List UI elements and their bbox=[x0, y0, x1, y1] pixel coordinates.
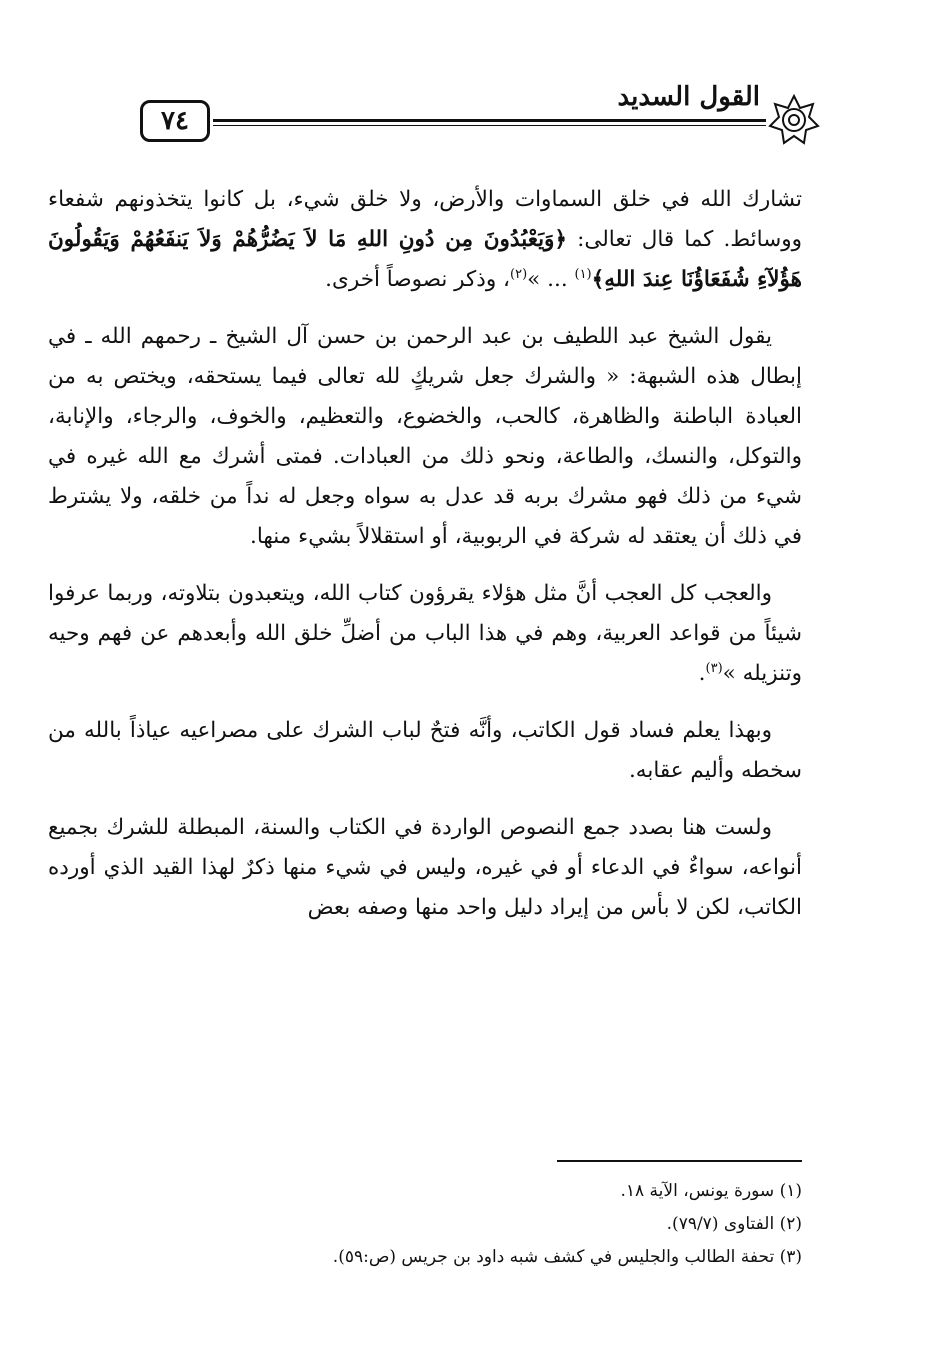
quran-verse: ﴿وَيَعْبُدُونَ مِن دُونِ اللهِ مَا لاَ يَضُرُّهُمْ وَلاَ يَنفَعُهُمْ وَيَقُولُونَ هَؤُلآءِ شُفَعَاؤُنَا عِندَ اللهِ﴾ bbox=[48, 227, 802, 292]
footnote-2: (٢) الفتاوى (٧٩/٧). bbox=[666, 1214, 802, 1234]
paragraph-3-end: . bbox=[698, 661, 706, 686]
paragraph-2: يقول الشيخ عبد اللطيف بن عبد الرحمن بن حسن آل الشيخ ـ رحمهم الله ـ في إبطال هذه الشبهة: « والشرك جعل شريكٍ لله تعالى فيما يستحقه، ويختص به من العبادة الباطنة والظاهرة، كالحب، والخضوع، والتعظيم، والخوف، والرجاء، والإنابة، والتوكل، والنسك، والطاعة، ونحو ذلك من العبادات. فمتى أشرك مع الله غيره في شيء من ذلك فهو مشرك بربه قد عدل به سواه وجعل له نداً من خلقه، ولا يشترط في ذلك أن يعتقد له شركة في الربوبية، أو استقلالاً بشيء منها. bbox=[48, 324, 802, 549]
paragraph-5: ولست هنا بصدد جمع النصوص الواردة في الكتاب والسنة، المبطلة للشرك بجميع أنواعه، سواءٌ في الدعاء أو في غيره، وليس في شيء منها ذكرٌ لهذا القيد الذي أورده الكاتب، لكن لا بأس من إيراد دليل واحد منها وصفه بعض bbox=[48, 815, 802, 920]
page-header bbox=[140, 78, 820, 148]
running-title: القول السديد bbox=[617, 82, 760, 112]
paragraph-4: وبهذا يعلم فساد قول الكاتب، وأنَّه فتحٌ لباب الشرك على مصراعيه عياذاً بالله من سخطه وأليم عقابه. bbox=[48, 718, 802, 783]
header-rule bbox=[213, 119, 766, 122]
paragraph-1-text-a: تشارك الله في خلق السماوات والأرض، ولا خلق شيء، بل كانوا يتخذونهم شفعاء ووسائط. كما قال تعالى: bbox=[48, 187, 803, 252]
footnote-3: (٣) تحفة الطالب والجليس في كشف شبه داود بن جريس (ص:٥٩). bbox=[332, 1247, 802, 1267]
page-number: ٧٤ bbox=[140, 100, 210, 142]
footnote-1: (١) سورة يونس، الآية ١٨. bbox=[620, 1181, 802, 1201]
paragraph-1-text-b: ... » bbox=[527, 267, 575, 292]
paragraph-3 bbox=[48, 574, 802, 694]
footnote-separator bbox=[557, 1160, 802, 1162]
footnote-ref-1: (١) bbox=[574, 266, 592, 282]
paragraph-1 bbox=[48, 180, 802, 300]
paragraph-3-text: والعجب كل العجب أنَّ مثل هؤلاء يقرؤون كتاب الله، ويتعبدون بتلاوته، وربما عرفوا شيئاً من قواعد العربية، وهم في هذا الباب من أضلِّ خلق الله وأبعدهم عن فهم وحيه وتنزيله » bbox=[48, 581, 802, 686]
footnote-ref-3: (٣) bbox=[705, 660, 723, 676]
star-ornament-icon bbox=[768, 94, 820, 146]
footnote-ref-2: (٢) bbox=[510, 266, 528, 282]
paragraph-1-text-c: ، وذكر نصوصاً أخرى. bbox=[325, 267, 511, 292]
header-rule-thin bbox=[213, 125, 766, 126]
footnotes bbox=[60, 1175, 802, 1274]
page-body bbox=[48, 180, 802, 928]
